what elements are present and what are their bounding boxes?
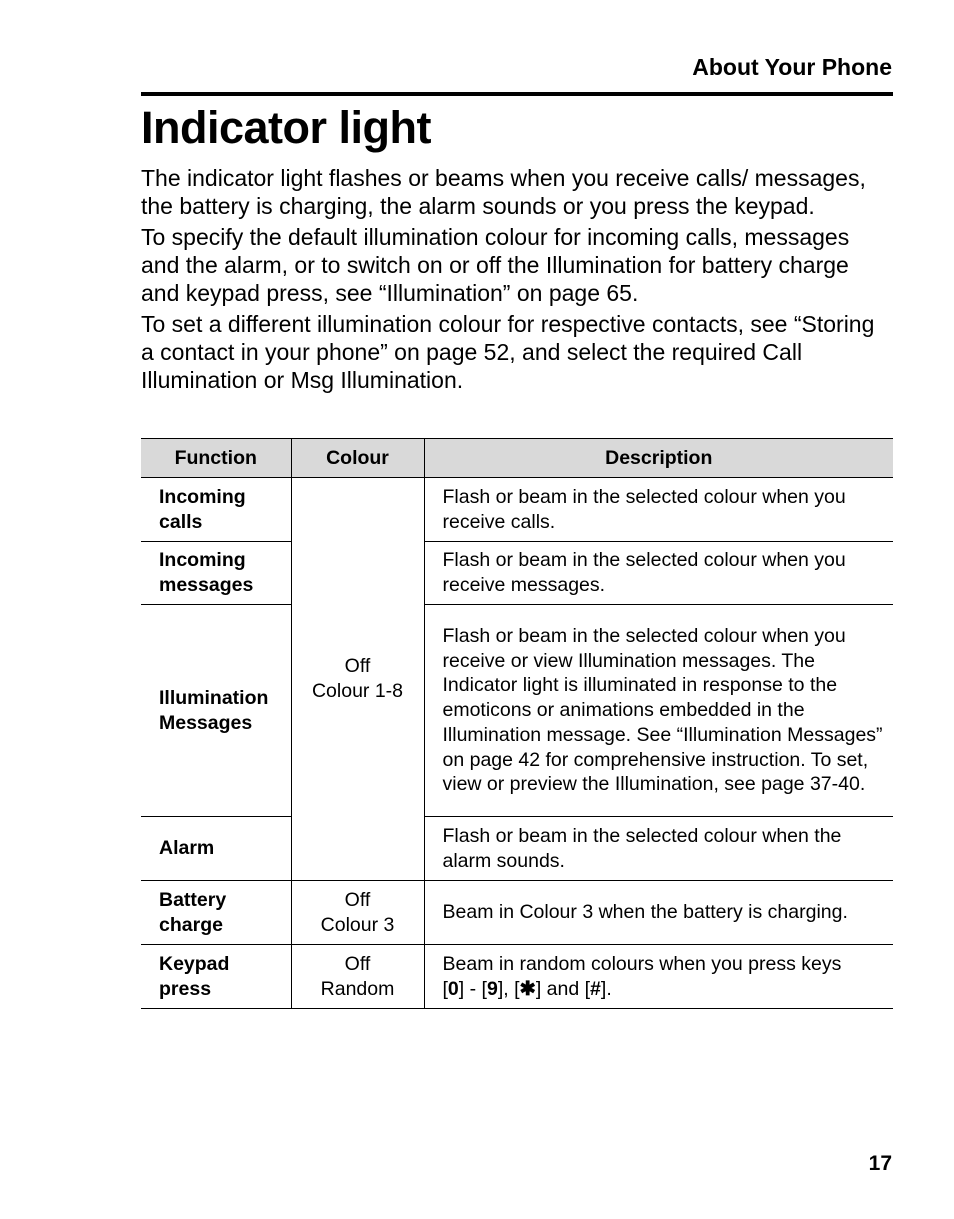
colour-option: Off xyxy=(344,888,371,911)
table-row xyxy=(141,542,893,605)
function-name: charge xyxy=(159,913,223,936)
colour-cell xyxy=(291,945,424,1009)
function-name: Messages xyxy=(159,711,253,734)
description-cell: Flash or beam in the selected colour when you receive calls. xyxy=(424,478,893,542)
colour-option: Colour 3 xyxy=(320,913,395,936)
function-name: Incoming xyxy=(159,485,246,508)
colour-option: Off xyxy=(344,655,371,678)
table-row xyxy=(141,945,893,1009)
function-name: messages xyxy=(159,574,254,596)
function-cell xyxy=(141,945,291,1009)
intro-paragraph: To specify the default illumination colour for incoming calls, messages and the alarm, or to switch on or off the Illumination for battery charge and keypad press, see “Illumination” on page 65. xyxy=(141,224,850,306)
function-name: Illumination xyxy=(159,686,269,709)
table-row xyxy=(141,478,893,542)
intro-paragraph: The indicator light flashes or beams when you receive calls/ messages, the battery is charging, the alarm sounds or you press the keypad. xyxy=(141,165,866,219)
end-text: ]. xyxy=(600,977,612,1000)
indicator-function-table xyxy=(141,438,893,1009)
header-function: Function xyxy=(141,439,291,478)
description-cell: Flash or beam in the selected colour when you receive or view Illumination messages. The Indicator light is illuminated in response to the emoticons or animations embedded in the Illumination message. See “Illumination Messages” on page 42 for comprehensive instruction. To set, view or preview the Illumination, see page 37-40. xyxy=(424,605,893,817)
table-row xyxy=(141,881,893,945)
colour-cell xyxy=(291,478,424,881)
table-header-row xyxy=(141,439,893,478)
function-name: Keypad xyxy=(159,952,230,975)
table-row xyxy=(141,817,893,881)
header-colour: Colour xyxy=(291,439,424,478)
description-cell: Flash or beam in the selected colour when the alarm sounds. xyxy=(424,817,893,881)
page-number: 17 xyxy=(868,1152,892,1175)
colour-option: Colour 1-8 xyxy=(311,680,404,702)
function-name: Battery xyxy=(159,888,227,911)
function-name: Incoming xyxy=(159,549,246,572)
description-cell xyxy=(424,945,893,1009)
hash-key-icon: # xyxy=(590,977,601,1000)
function-name: calls xyxy=(159,510,203,533)
description-cell: Flash or beam in the selected colour when you receive messages. xyxy=(424,542,893,605)
header-rule xyxy=(141,92,893,96)
function-cell xyxy=(141,605,291,817)
key-0-glyph: 0 xyxy=(447,977,459,1000)
function-cell xyxy=(141,478,291,542)
description-text: Beam in random colours when you press keys xyxy=(442,952,842,975)
key-9-glyph: 9 xyxy=(486,977,498,1000)
separator-text: ] - [ xyxy=(458,977,487,1000)
separator-text: ] and [ xyxy=(535,977,591,1000)
bracket-text: [ xyxy=(442,977,448,1000)
function-cell xyxy=(141,542,291,605)
header-description: Description xyxy=(424,439,893,478)
colour-option: Random xyxy=(320,977,395,1000)
section-label: About Your Phone xyxy=(692,54,892,80)
intro-paragraph: To set a different illumination colour for respective contacts, see “Storing a contact in your phone” on page 52, and select the required Call Illumination or Msg Illumination. xyxy=(141,311,875,393)
colour-cell xyxy=(291,881,424,945)
star-key-icon: ✱ xyxy=(519,977,536,1000)
function-cell xyxy=(141,817,291,881)
description-cell: Beam in Colour 3 when the battery is charging. xyxy=(424,881,893,945)
key-sequence xyxy=(443,977,886,1002)
function-name: Alarm xyxy=(159,837,215,860)
page-title: Indicator light xyxy=(141,102,431,153)
function-name: press xyxy=(159,977,212,1000)
separator-text: ], [ xyxy=(497,977,520,1000)
function-cell xyxy=(141,881,291,945)
colour-option: Off xyxy=(344,952,371,975)
intro-text xyxy=(141,164,893,397)
table-row xyxy=(141,605,893,817)
